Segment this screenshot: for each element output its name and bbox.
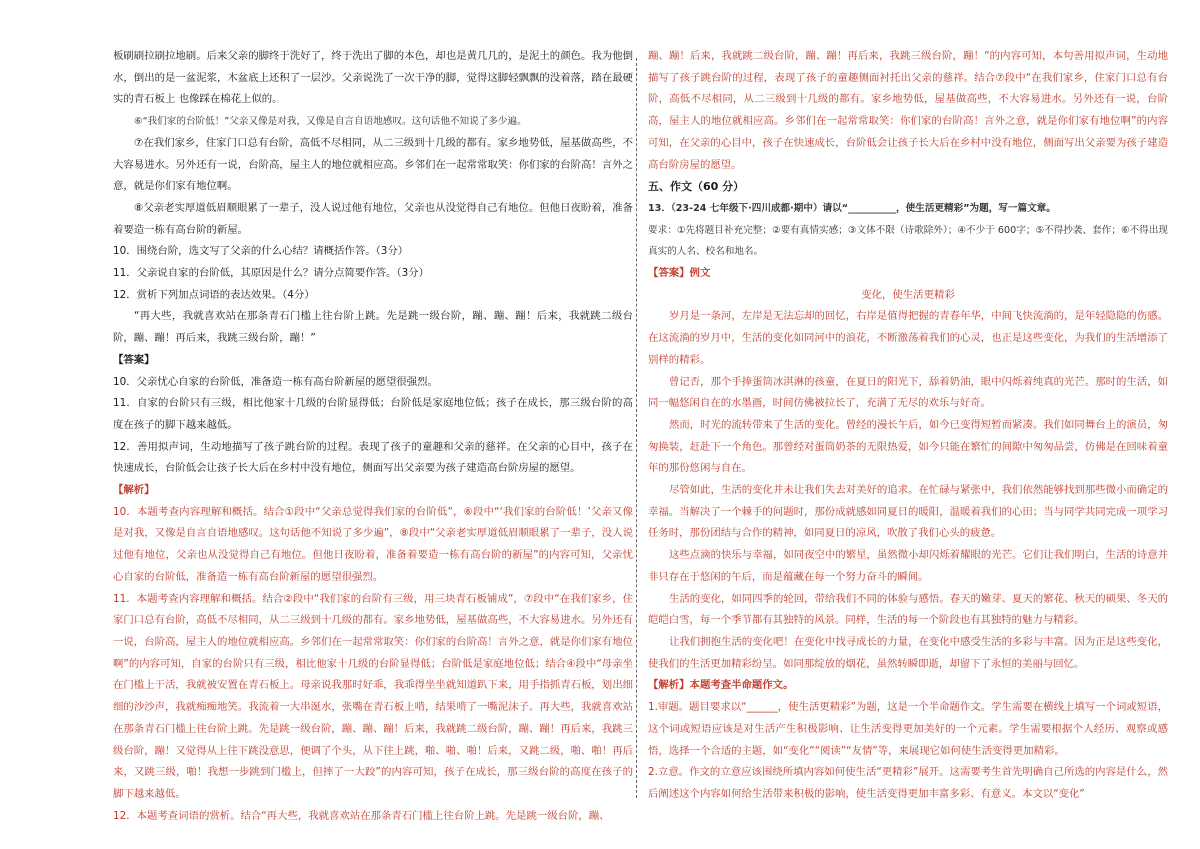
left-paragraph: 12．本题考查词语的赏析。结合“再大些，我就喜欢站在那条青石门槛上往台阶上跳。先是跳一级台阶，蹦、 <box>113 809 610 822</box>
right-paragraph: 岁月是一条河，左岸是无法忘却的回忆，右岸是值得把握的青春年华，中间飞快流淌的，是年轻隐隐的伤感。在这流淌的岁月中，生活的变化如同河中的浪花，不断激荡着我们的心灵，也正是这些变化，为我们的生活增添了别样的精彩。 <box>648 310 1168 366</box>
right-paragraph: 曾记否，那个手捧蛋筒冰淇淋的孩童，在夏日的阳光下，舔着奶油，眼中闪烁着纯真的光芒。那时的生活，如同一幅悠闲自在的水墨画，时间仿佛被拉长了，充满了无尽的欢乐与好奇。 <box>648 375 1168 410</box>
left-paragraph: 11．父亲说自家的台阶低，其原因是什么？请分点简要作答。（3分） <box>113 267 429 280</box>
right-paragraph: 这些点滴的快乐与幸福，如同夜空中的繁星，虽然微小却闪烁着耀眼的光芒。它们让我们明白，生活的诗意并非只存在于悠闲的午后，而是蕴藏在每一个努力奋斗的瞬间。 <box>648 549 1168 583</box>
right-paragraph: 1.审题。题目要求以“______，使生活更精彩”为题，这是一个半命题作文。学生需要在横线上填写一个词或短语，这个词或短语应该是对生活产生积极影响、让生活变得更加美好的一个元素。学生需要根据个人经历、观察或感悟，选择一个合适的主题，如“变化”“阅读”“友情”等，来展现它如何使生活变得更加精彩。 <box>648 701 1168 757</box>
right-paragraph: 13．（23-24 七年级下·四川成都·期中）请以“__________，使生活更精彩”为题，写一篇文章。 <box>648 202 1056 214</box>
left-paragraph: 12．善用拟声词，生动地描写了孩子跳台阶的过程。表现了孩子的童趣和父亲的慈祥。在父亲的心目中，孩子在快速成长，台阶低会让孩子长大后在乡村中没有地位，侧面写出父亲要为孩子建造高台阶房屋的愿望。 <box>113 440 633 475</box>
left-paragraph: 10．围绕台阶，选文写了父亲的什么心结？请概括作答。（3分） <box>113 245 409 258</box>
left-paragraph: 11．自家的台阶只有三级，相比他家十几级的台阶显得低；台阶低是家庭地位低；孩子在成长，那三级台阶的高度在孩子的脚下越来越低。 <box>113 397 633 431</box>
right-paragraph: 变化，使生活更精彩 <box>861 288 955 301</box>
left-paragraph: 12．赏析下列加点词语的表达效果。（4分） <box>113 288 315 301</box>
column-divider <box>636 58 638 798</box>
right-paragraph: 让我们拥抱生活的变化吧！在变化中找寻成长的力量，在变化中感受生活的多彩与丰富。因为正是这些变化，使我们的生活更加精彩纷呈。如同那绽放的烟花，虽然转瞬即逝，却留下了永恒的美丽与回忆。 <box>648 635 1168 670</box>
left-column <box>113 46 633 827</box>
left-paragraph: 10．父亲忧心自家的台阶低，准备造一栋有高台阶新屋的愿望很强烈。 <box>113 375 438 388</box>
left-paragraph: ⑥“我们家的台阶低！”父亲又像是对我，又像是自言自语地感叹。这句话他不知说了多少遍。 <box>134 116 527 128</box>
left-paragraph: 【解析】 <box>113 484 155 497</box>
left-paragraph: 【答案】 <box>113 353 155 366</box>
right-paragraph: 要求：①先将题目补充完整；②要有真情实感；③文体不限（诗歌除外）；④不少于 600字；⑤不得抄袭、套作；⑥不得出现真实的人名、校名和地名。 <box>648 224 1168 258</box>
right-paragraph: 尽管如此，生活的变化并未让我们失去对美好的追求。在忙碌与紧张中，我们依然能够找到那些微小而确定的幸福。当解决了一个棘手的问题时，那份成就感如同夏日的暖阳，温暖着我们的心田；当与同学共同完成一项学习任务时，那份团结与合作的精神，如同夏日的凉风，吹散了我们心头的疲惫。 <box>648 484 1168 540</box>
right-paragraph: 蹦、蹦！后来，我就跳二级台阶，蹦、蹦！再后来，我跳三级台阶，蹦！”的内容可知，本句善用拟声词，生动地描写了孩子跳台阶的过程，表现了孩子的童趣侧面衬托出父亲的慈祥。结合⑦段中“在我们家乡，住家门口总有台阶，高低不尽相同，从二三级到十几级的都有。家乡地势低，屋基做高些，不大容易进水。另外还有一说，台阶高，屋主人的地位就相应高。乡邻们在一起常常取笑：你们家的台阶高！言外之意，就是你们家有地位啊”的内容可知，在父亲的心目中，孩子在快速成长，台阶低会让孩子长大后在乡村中没有地位，侧面写出父亲要为孩子建造高台阶房屋的愿望。 <box>648 50 1168 171</box>
right-paragraph: 【答案】例文 <box>648 267 711 280</box>
left-paragraph: “再大些，我就喜欢站在那条青石门槛上往台阶上跳。先是跳一级台阶，蹦、蹦、蹦！后来，我就跳二级台阶，蹦、蹦！再后来，我跳三级台阶，蹦！” <box>113 310 633 345</box>
right-paragraph: 生活的变化，如同四季的轮回，带给我们不同的体验与感悟。春天的嫩芽、夏天的繁花、秋天的硕果、冬天的皑皑白雪，每一个季节都有其独特的风景。同样，生活的每一个阶段也有其独特的魅力与精彩。 <box>648 592 1168 627</box>
right-paragraph: 然而，时光的流转带来了生活的变化。曾经的漫长午后，如今已变得短暂而紧凑。我们如同舞台上的演员，匆匆换装，赶赴下一个角色。那曾经对蛋筒奶茶的无限热爱，如今只能在繁忙的间隙中匆匆品尝，仿佛是在回味着童年的那份悠闲与自在。 <box>648 418 1168 475</box>
left-paragraph: ⑦在我们家乡，住家门口总有台阶，高低不尽相同，从二三级到十几级的都有。家乡地势低，屋基做高些，不大容易进水。另外还有一说，台阶高，屋主人的地位就相应高。乡邻们在一起常常取笑：你们家的台阶高！言外之意，就是你们家有地位啊。 <box>113 136 633 193</box>
left-paragraph: 板刷刷拉刷拉地刷。后来父亲的脚终于洗好了，终于洗出了脚的本色，却也是黄几几的，是泥土的颜色。我为他倒水，倒出的是一盆泥浆，木盆底上还积了一层沙。父亲说洗了一次干净的脚，觉得这脚轻飘飘的没着落，踏在最硬实的青石板上 也像踩在棉花上似的。 <box>113 50 633 106</box>
left-paragraph: ⑧父亲老实厚道低眉顺眼累了一辈子，没人说过他有地位，父亲也从没觉得自己有地位。但他日夜盼着，准备着要造一栋有高台阶的新屋。 <box>113 201 633 236</box>
right-paragraph: 五、作文（60 分） <box>648 180 745 194</box>
left-paragraph: 10．本题考查内容理解和概括。结合①段中“父亲总觉得我们家的台阶低”，⑥段中“‘我们家的台阶低！’父亲又像是对我，又像是自言自语地感叹。这句话他不知说了多少遍”，⑧段中“父亲老实厚道低眉顺眼累了一辈子，没人说过他有地位，父亲也从没觉得自己有地位。但他日夜盼着，准备着要造一栋有高台阶的新屋”的内容可知，父亲忧心自家的台阶低，准备造一栋有高台阶新屋的愿望很强烈。 <box>113 505 633 583</box>
right-paragraph: 2.立意。作文的立意应该围绕所填内容如何使生活“更精彩”展开。这需要考生首先明确自己所选的内容是什么，然后阐述这个内容如何给生活带来积极的影响，使生活变得更加丰富多彩、有意义。本文以“变化” <box>648 766 1168 800</box>
right-paragraph: 【解析】本题考查半命题作文。 <box>648 679 794 692</box>
right-column <box>648 46 1168 806</box>
left-paragraph: 11．本题考查内容理解和概括。结合②段中“我们家的台阶有三级，用三块青石板铺成”，⑦段中“在我们家乡，住家门口总有台阶，高低不尽相同，从二三级到十几级的都有。家乡地势低，屋基做高些，不大容易进水。另外还有一说，台阶高，屋主人的地位就相应高。乡邻们在一起常常取笑：你们家的台阶高！言外之意，就是你们家有地位啊”的内容可知，自家的台阶只有三级，相比他家十几级的台阶显得低；台阶低是家庭地位低；结合④段中“母亲坐在门槛上干活，我就被安置在青石板上。母亲说我那时好乖，我乖得坐坐就知道趴下来，用手指抓青石板，划出细细的沙沙声，我就痴痴地笑。我流着一大串涎水，张嘴在青石板上啃，结果啃了一嘴泥沫子。再大些，我就喜欢站在那条青石门槛上往台阶上跳。先是跳一级台阶，蹦、蹦、蹦！后来，我就跳二级台阶，蹦、蹦！再后来，我跳三级台阶，蹦！又觉得从上往下跳没意思，便调了个头，从下往上跳，啪、啪、啪！后来，又跳二级，啪、啪！再后来，又跳三级，啪！我想一步跳到门槛上，但摔了一大跤”的内容可知，孩子在成长，那三级台阶的高度在孩子的脚下越来越低。 <box>113 592 633 800</box>
